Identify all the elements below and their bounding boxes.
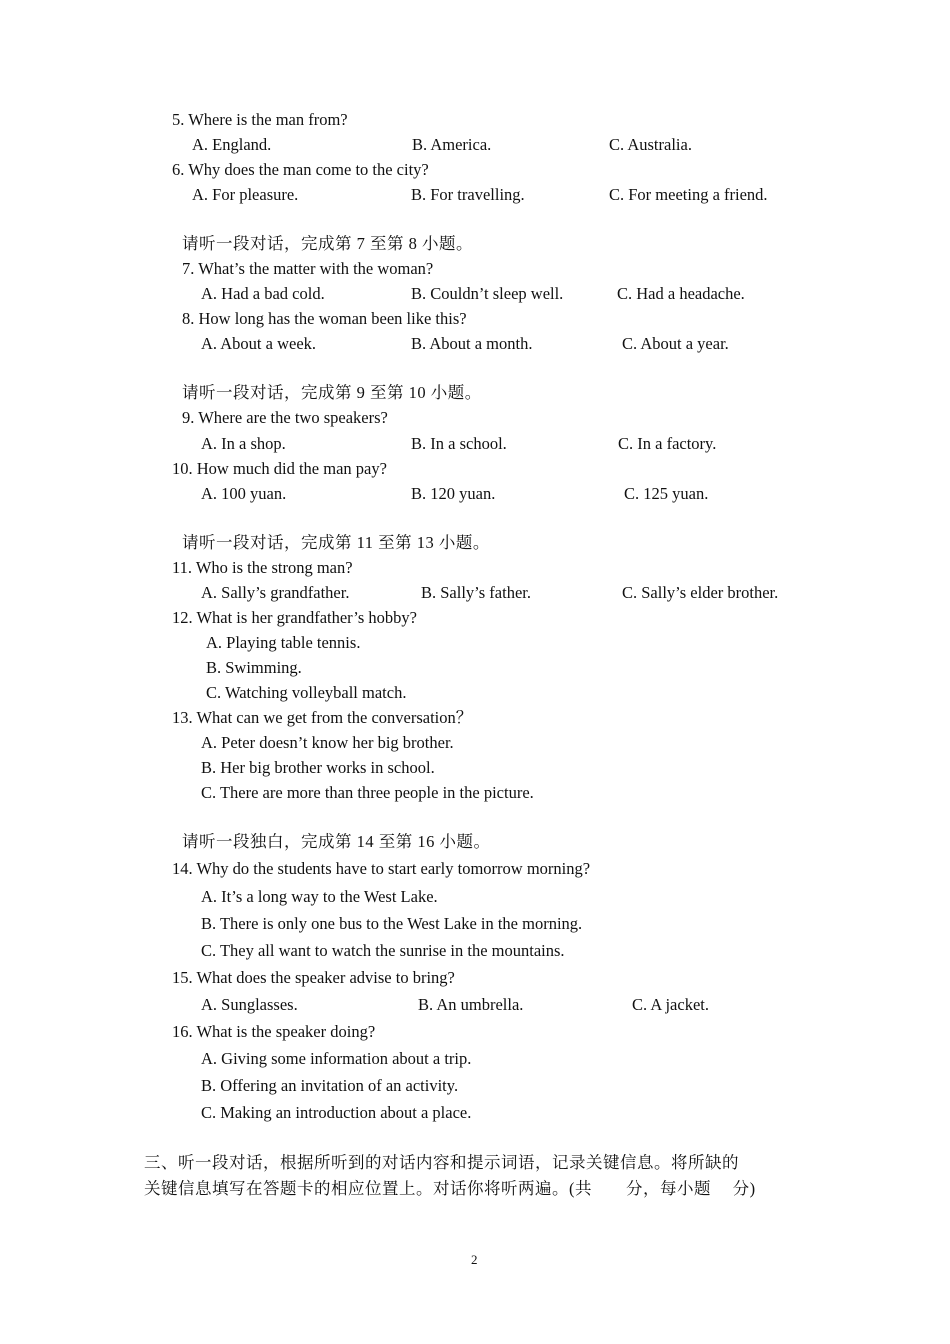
q12-option-a: A. Playing table tennis.: [206, 633, 361, 652]
q6-option-c: C. For meeting a friend.: [609, 185, 768, 204]
q8-option-b: B. About a month.: [411, 334, 533, 353]
q5-option-b: B. America.: [412, 135, 492, 154]
question-10: 10. How much did the man pay?: [172, 459, 387, 478]
q9-option-b: B. In a school.: [411, 434, 507, 453]
q6-option-b: B. For travelling.: [411, 185, 525, 204]
question-9: 9. Where are the two speakers?: [182, 408, 388, 427]
section-instruction-14-16: 请听一段独白，完成第 14 至第 16 小题。: [182, 832, 491, 851]
q14-option-a: A. It’s a long way to the West Lake.: [201, 887, 438, 906]
question-12: 12. What is her grandfather’s hobby?: [172, 608, 417, 627]
q7-option-a: A. Had a bad cold.: [201, 284, 325, 303]
section-instruction-7-8: 请听一段对话，完成第 7 至第 8 小题。: [182, 234, 473, 253]
q9-option-a: A. In a shop.: [201, 434, 286, 453]
q13-option-a: A. Peter doesn’t know her big brother.: [201, 733, 454, 752]
q10-option-a: A. 100 yuan.: [201, 484, 287, 503]
question-11: 11. Who is the strong man?: [172, 558, 353, 577]
part-three-instruction-line-2: 关键信息填写在答题卡的相应位置上。对话你将听两遍。(共 分，每小题 分): [144, 1179, 756, 1198]
q15-option-a: A. Sunglasses.: [201, 995, 298, 1014]
q11-option-b: B. Sally’s father.: [421, 583, 531, 602]
q5-option-a: A. England.: [192, 135, 272, 154]
q11-option-c: C. Sally’s elder brother.: [622, 583, 779, 602]
q16-option-c: C. Making an introduction about a place.: [201, 1103, 472, 1122]
q11-option-a: A. Sally’s grandfather.: [201, 583, 350, 602]
question-14: 14. Why do the students have to start early tomorrow morning?: [172, 859, 591, 878]
q15-option-b: B. An umbrella.: [418, 995, 524, 1014]
section-instruction-11-13: 请听一段对话，完成第 11 至第 13 小题。: [182, 533, 490, 552]
q9-option-c: C. In a factory.: [618, 434, 717, 453]
q12-option-c: C. Watching volleyball match.: [206, 683, 407, 702]
q5-option-c: C. Australia.: [609, 135, 692, 154]
q10-option-b: B. 120 yuan.: [411, 484, 496, 503]
q7-option-c: C. Had a headache.: [617, 284, 745, 303]
q14-option-b: B. There is only one bus to the West Lake in the morning.: [201, 914, 583, 933]
q8-option-a: A. About a week.: [201, 334, 317, 353]
q7-option-b: B. Couldn’t sleep well.: [411, 284, 564, 303]
q16-option-b: B. Offering an invitation of an activity.: [201, 1076, 459, 1095]
q16-option-a: A. Giving some information about a trip.: [201, 1049, 472, 1068]
q15-option-c: C. A jacket.: [632, 995, 709, 1014]
q12-option-b: B. Swimming.: [206, 658, 302, 677]
question-6: 6. Why does the man come to the city?: [172, 160, 429, 179]
question-13: 13. What can we get from the conversation？: [172, 708, 473, 727]
part-three-instruction-line-1: 三、听一段对话，根据所听到的对话内容和提示词语，记录关键信息。将所缺的: [144, 1153, 739, 1172]
q14-option-c: C. They all want to watch the sunrise in the mountains.: [201, 941, 565, 960]
q13-option-c: C. There are more than three people in the picture.: [201, 783, 534, 802]
question-16: 16. What is the speaker doing?: [172, 1022, 376, 1041]
q13-option-b: B. Her big brother works in school.: [201, 758, 435, 777]
page-number: 2: [471, 1252, 478, 1267]
q6-option-a: A. For pleasure.: [192, 185, 299, 204]
q10-option-c: C. 125 yuan.: [624, 484, 709, 503]
question-5: 5. Where is the man from?: [172, 110, 348, 129]
section-instruction-9-10: 请听一段对话，完成第 9 至第 10 小题。: [182, 383, 482, 402]
q8-option-c: C. About a year.: [622, 334, 729, 353]
question-15: 15. What does the speaker advise to bring?: [172, 968, 455, 987]
question-8: 8. How long has the woman been like this?: [182, 309, 467, 328]
question-7: 7. What’s the matter with the woman?: [182, 259, 434, 278]
